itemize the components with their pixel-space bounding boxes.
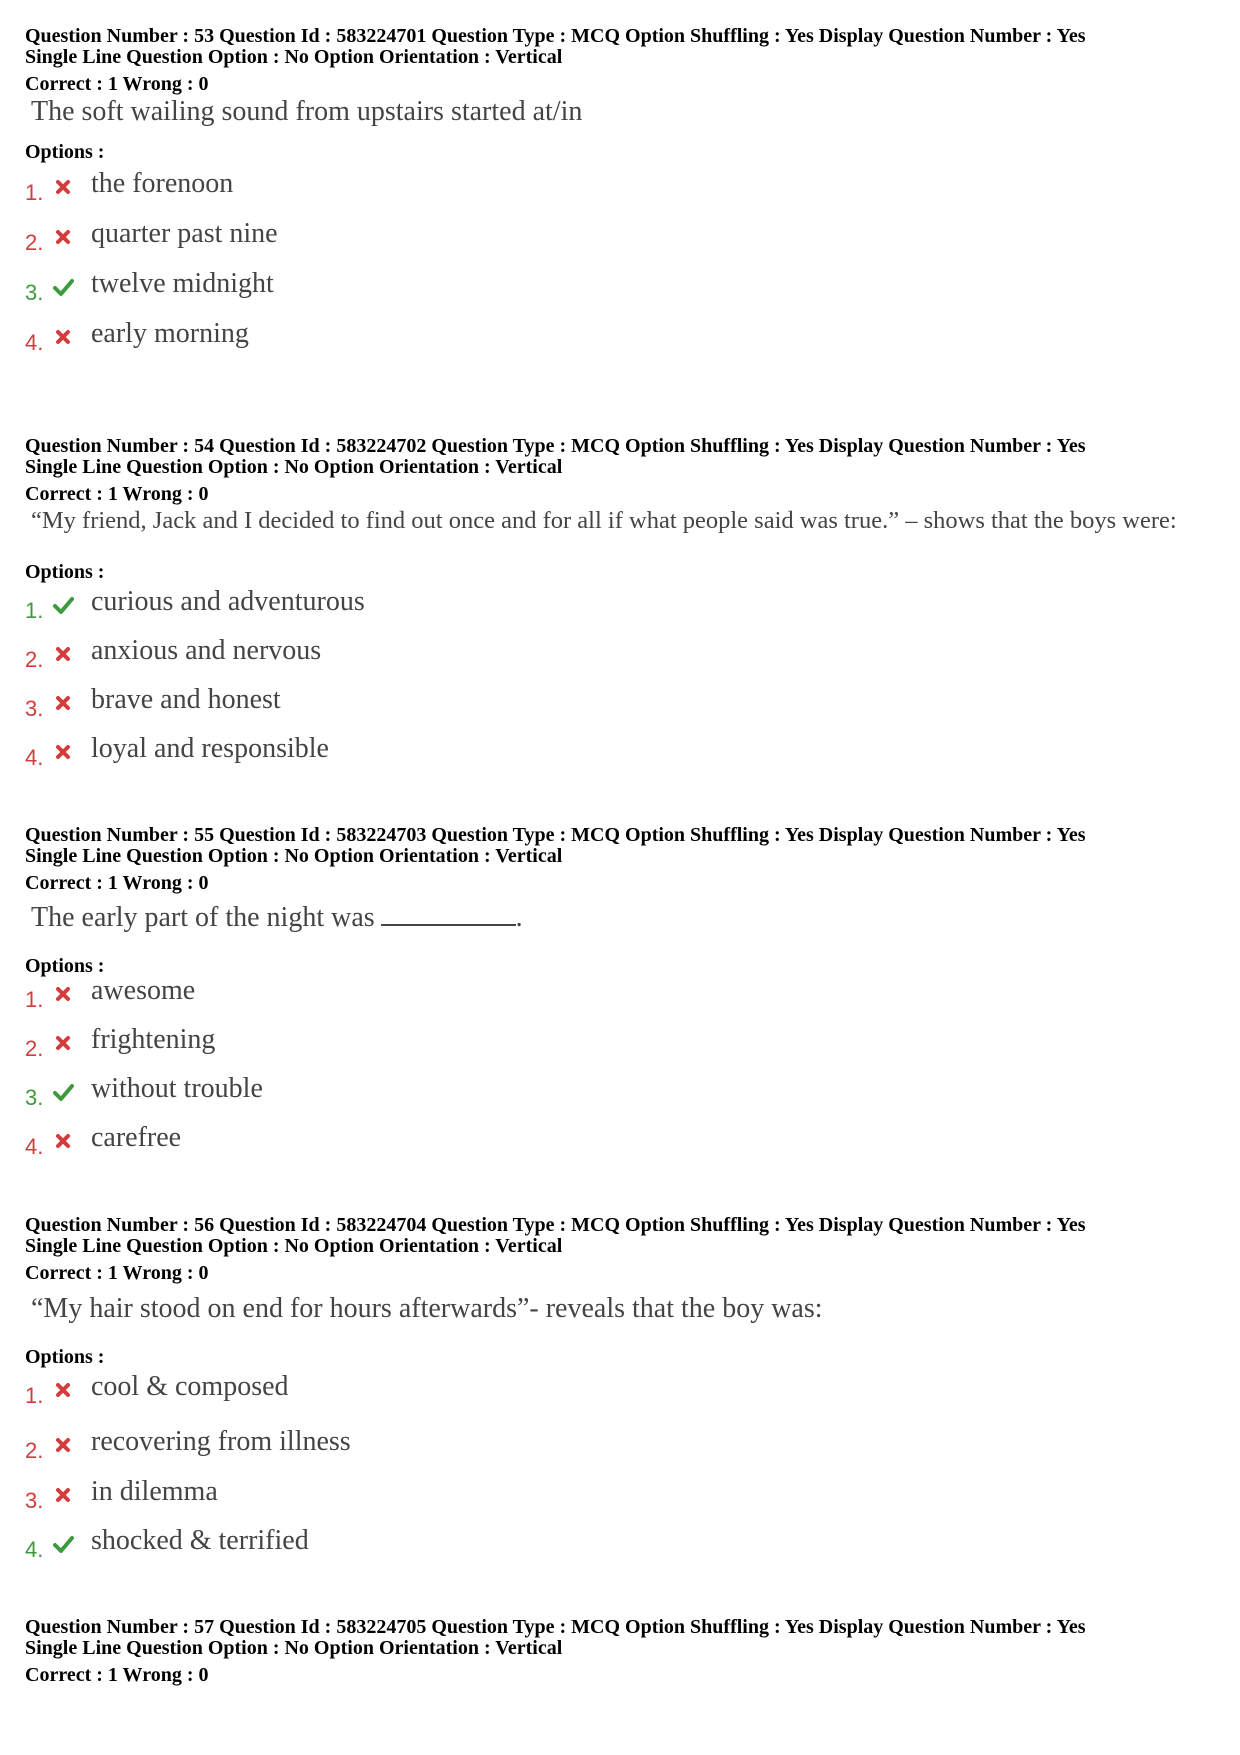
option-number: 3. xyxy=(25,280,44,305)
option-text: cool & composed xyxy=(91,1371,289,1402)
cross-icon xyxy=(52,1434,74,1456)
option-row xyxy=(25,168,925,208)
options-label: Options : xyxy=(25,1346,105,1368)
option-number: 2. xyxy=(25,230,44,255)
option-number: 1. xyxy=(25,987,44,1012)
options-label: Options : xyxy=(25,955,105,977)
cross-icon xyxy=(52,1130,74,1152)
option-row xyxy=(25,1426,925,1466)
option-row xyxy=(25,268,925,308)
option-text: loyal and responsible xyxy=(91,733,329,764)
option-row xyxy=(25,733,925,773)
question-meta-line: Question Number : 56 Question Id : 583224704 Question Type : MCQ Option Shuffling : Yes Display Question Number : Yes xyxy=(25,1214,1086,1236)
option-number: 2. xyxy=(25,1036,44,1061)
question-text: “My friend, Jack and I decided to find out once and for all if what people said was true.” – shows that the boys were: xyxy=(31,507,1177,534)
option-text: anxious and nervous xyxy=(91,635,322,666)
option-row xyxy=(25,975,925,1015)
cross-icon xyxy=(52,326,74,348)
option-number: 3. xyxy=(25,1488,44,1513)
option-number: 2. xyxy=(25,647,44,672)
question-meta-line: Single Line Question Option : No Option Orientation : Vertical xyxy=(25,1235,563,1257)
cross-icon xyxy=(52,692,74,714)
cross-icon xyxy=(52,983,74,1005)
option-number: 4. xyxy=(25,745,44,770)
question-meta-line: Question Number : 53 Question Id : 583224701 Question Type : MCQ Option Shuffling : Yes Display Question Number : Yes xyxy=(25,25,1086,47)
question-meta-line: Single Line Question Option : No Option Orientation : Vertical xyxy=(25,46,563,68)
option-number: 4. xyxy=(25,330,44,355)
question-meta-line: Question Number : 54 Question Id : 583224702 Question Type : MCQ Option Shuffling : Yes Display Question Number : Yes xyxy=(25,435,1086,457)
option-number: 1. xyxy=(25,1383,44,1408)
fill-in-blank xyxy=(381,902,516,926)
cross-icon xyxy=(52,643,74,665)
option-number: 2. xyxy=(25,1438,44,1463)
option-text: frightening xyxy=(91,1024,216,1055)
options-label: Options : xyxy=(25,561,105,583)
check-icon xyxy=(52,594,74,616)
score-line: Correct : 1 Wrong : 0 xyxy=(25,1664,209,1686)
option-text: the forenoon xyxy=(91,168,234,199)
option-text: twelve midnight xyxy=(91,268,274,299)
option-row xyxy=(25,1371,925,1411)
question-meta-line: Single Line Question Option : No Option Orientation : Vertical xyxy=(25,456,563,478)
cross-icon xyxy=(52,176,74,198)
option-number: 3. xyxy=(25,1085,44,1110)
score-line: Correct : 1 Wrong : 0 xyxy=(25,872,209,894)
option-row xyxy=(25,318,925,358)
option-number: 3. xyxy=(25,696,44,721)
question-meta-line: Question Number : 55 Question Id : 583224703 Question Type : MCQ Option Shuffling : Yes Display Question Number : Yes xyxy=(25,824,1086,846)
cross-icon xyxy=(52,1032,74,1054)
cross-icon xyxy=(52,1379,74,1401)
question-text: The soft wailing sound from upstairs started at/in xyxy=(31,96,583,127)
option-text: without trouble xyxy=(91,1073,263,1104)
check-icon xyxy=(52,1533,74,1555)
question-block-55 xyxy=(25,824,1225,1159)
option-text: curious and adventurous xyxy=(91,586,365,617)
option-text: brave and honest xyxy=(91,684,281,715)
question-text-start: The early part of the night was xyxy=(31,902,375,933)
options-label: Options : xyxy=(25,141,105,163)
option-row xyxy=(25,1073,925,1113)
cross-icon xyxy=(52,226,74,248)
option-text: recovering from illness xyxy=(91,1426,351,1457)
option-row xyxy=(25,1122,925,1162)
question-block-56 xyxy=(25,1214,1225,1562)
score-line: Correct : 1 Wrong : 0 xyxy=(25,1262,209,1284)
question-text-end: . xyxy=(515,902,523,933)
option-row xyxy=(25,1525,925,1565)
question-meta-line: Single Line Question Option : No Option Orientation : Vertical xyxy=(25,845,563,867)
option-row xyxy=(25,684,925,724)
question-block-57 xyxy=(25,1617,1225,1686)
question-text: “My hair stood on end for hours afterwards”- reveals that the boy was: xyxy=(31,1293,823,1324)
option-text: awesome xyxy=(91,975,196,1006)
question-meta-line: Single Line Question Option : No Option Orientation : Vertical xyxy=(25,1637,563,1659)
option-text: quarter past nine xyxy=(91,218,278,249)
option-text: carefree xyxy=(91,1122,182,1153)
score-line: Correct : 1 Wrong : 0 xyxy=(25,73,209,95)
cross-icon xyxy=(52,741,74,763)
option-number: 4. xyxy=(25,1134,44,1159)
option-text: shocked & terrified xyxy=(91,1525,309,1556)
question-meta-line: Question Number : 57 Question Id : 583224705 Question Type : MCQ Option Shuffling : Yes Display Question Number : Yes xyxy=(25,1616,1086,1638)
option-row xyxy=(25,586,925,626)
option-row xyxy=(25,1476,925,1516)
option-row xyxy=(25,1024,925,1064)
option-number: 4. xyxy=(25,1537,44,1562)
option-number: 1. xyxy=(25,598,44,623)
score-line: Correct : 1 Wrong : 0 xyxy=(25,483,209,505)
question-block-54 xyxy=(25,435,1225,770)
cross-icon xyxy=(52,1484,74,1506)
option-row xyxy=(25,218,925,258)
option-text: early morning xyxy=(91,318,249,349)
option-number: 1. xyxy=(25,180,44,205)
check-icon xyxy=(52,276,74,298)
question-block-53 xyxy=(25,25,1225,355)
question-text xyxy=(31,902,523,934)
option-text: in dilemma xyxy=(91,1476,218,1507)
option-row xyxy=(25,635,925,675)
check-icon xyxy=(52,1081,74,1103)
